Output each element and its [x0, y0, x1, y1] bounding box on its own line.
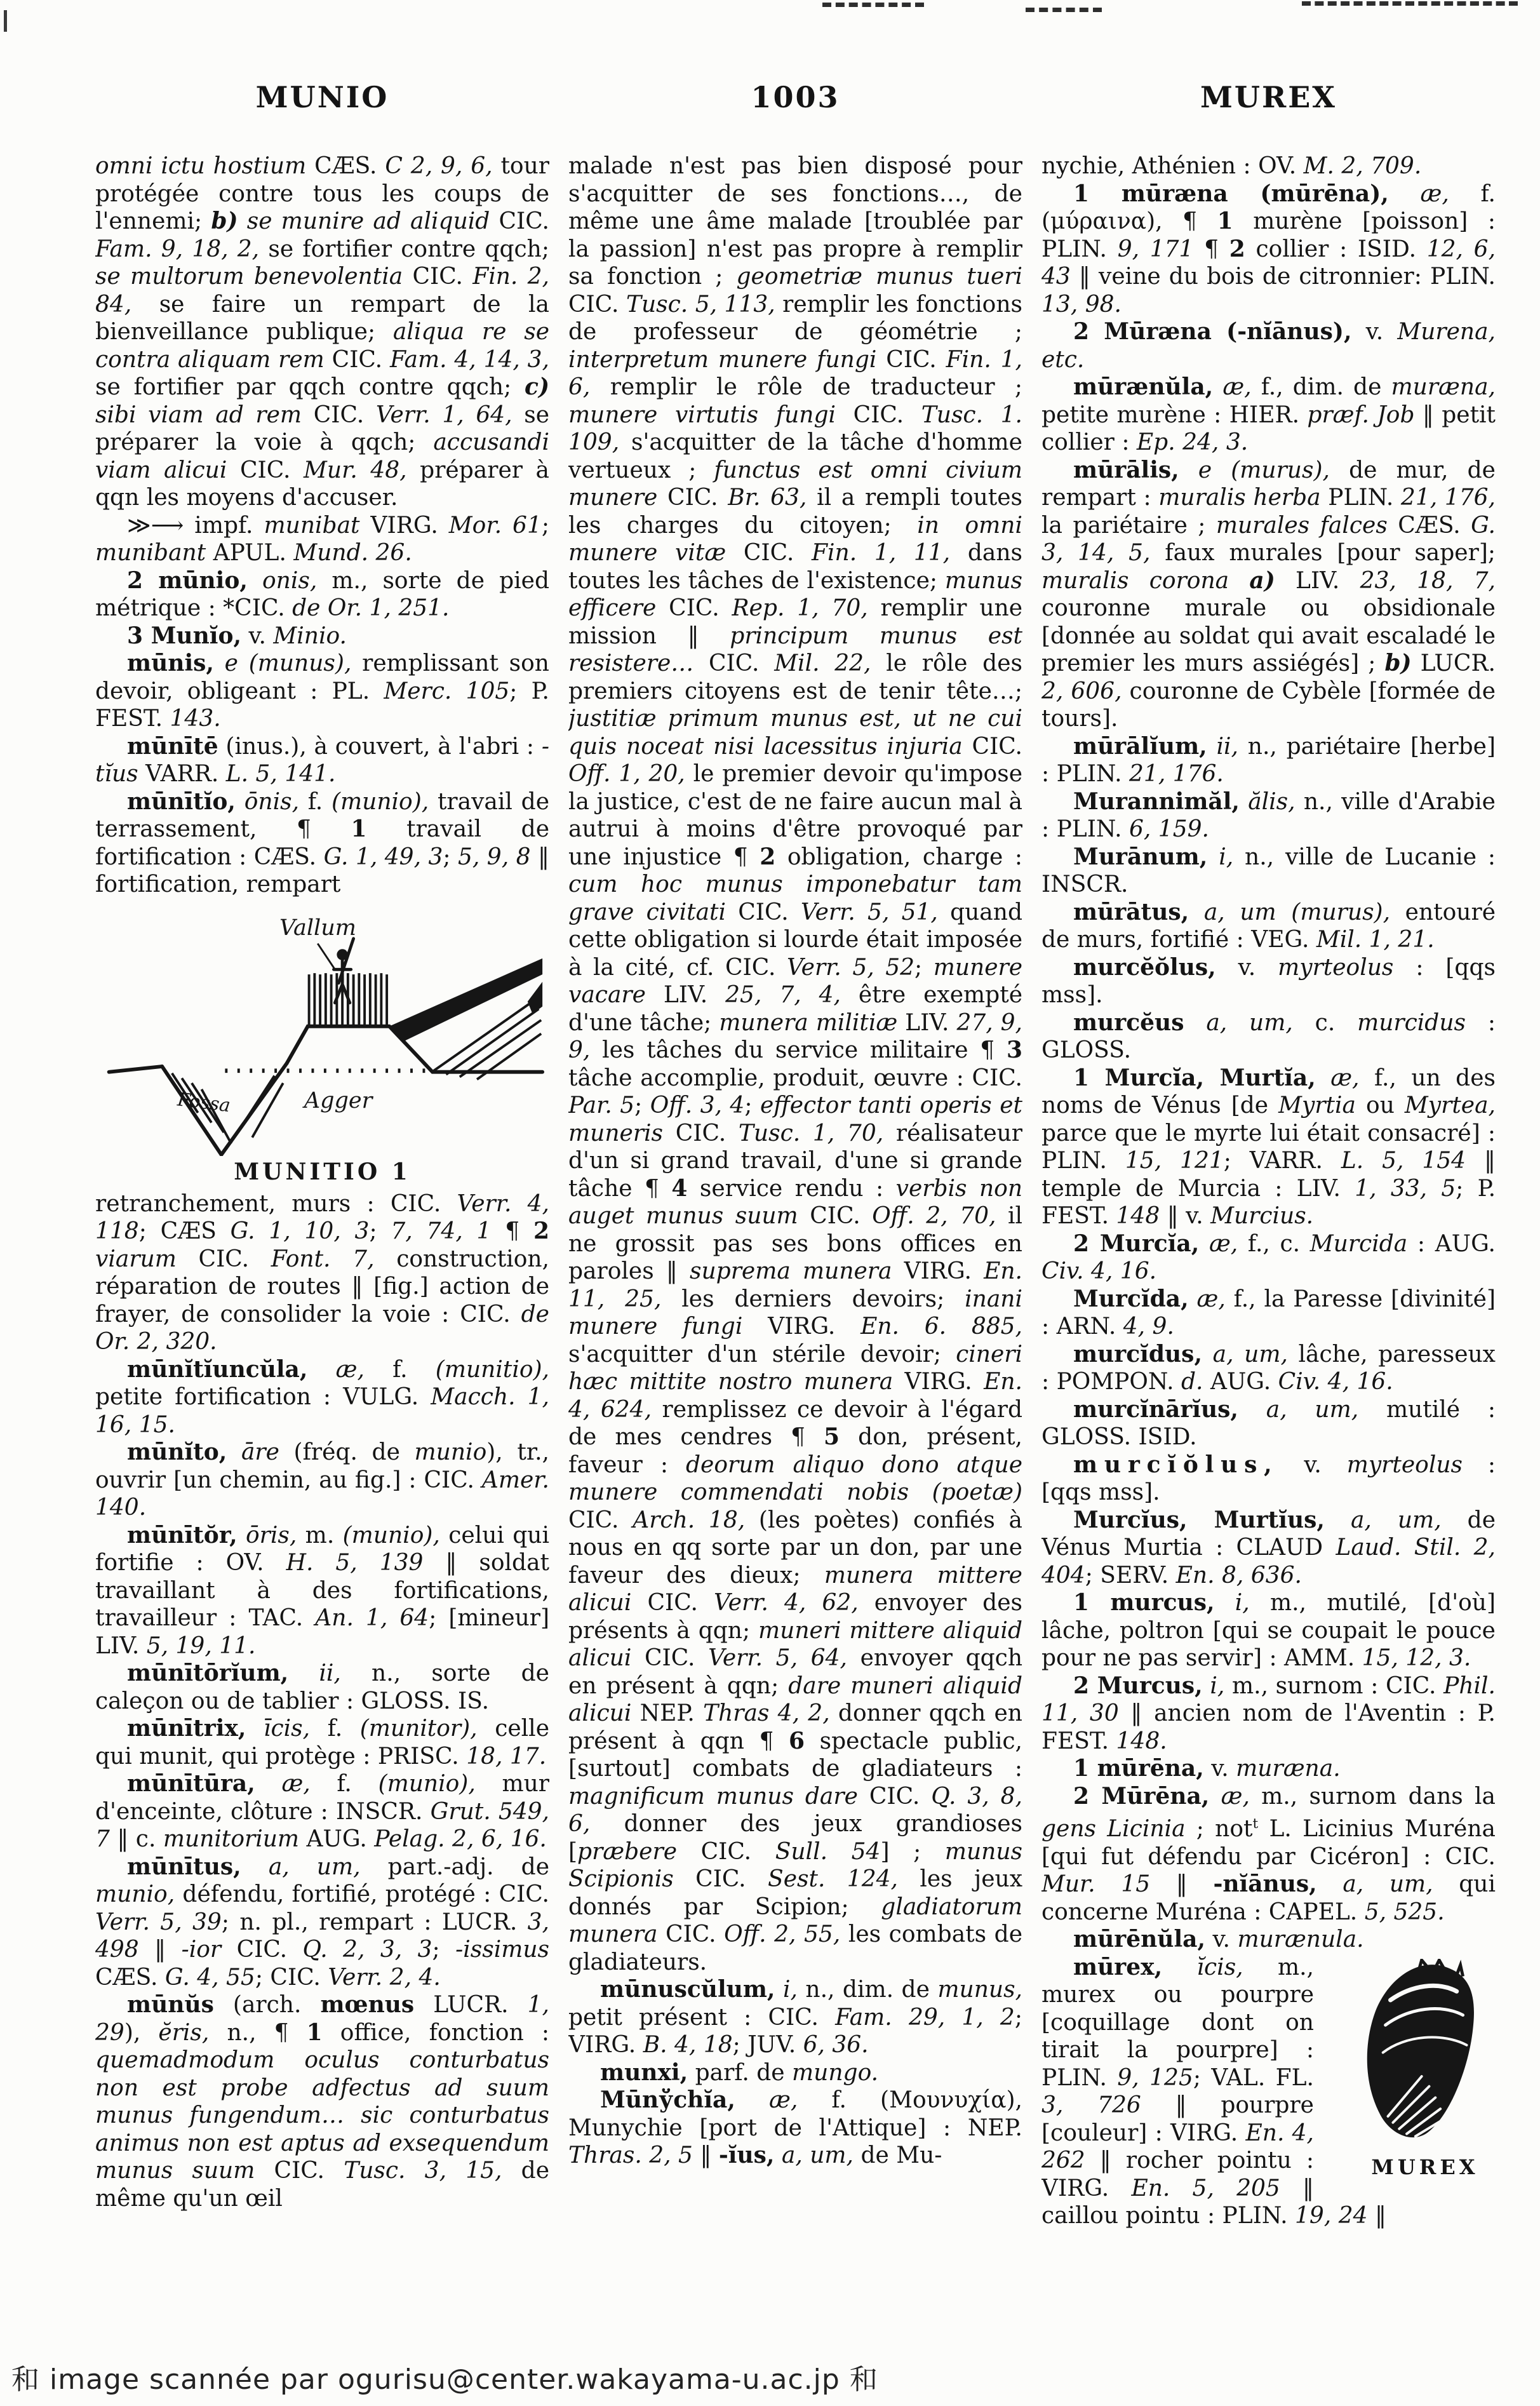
entry-paragraph: mūnītōrĭum, ii, n., sorte de caleçon ou de tablier : GLOSS. IS.	[95, 1660, 549, 1714]
entry-paragraph: 2 Murcĭa, æ, f., c. Murcida : AUG. Civ. 4, 16.	[1041, 1230, 1496, 1284]
entry-paragraph: mūnītŏr, ōris, m. (munio), celui qui fortifie : OV. H. 5, 139 ‖ soldat travaillant à des fortifications, travailleur : TAC. An. 1, 64; [mineur] LIV. 5, 19, 11.	[95, 1521, 549, 1659]
entry-paragraph: murcĭnārĭus, a, um, mutilé : GLOSS. ISID.	[1041, 1395, 1496, 1450]
column-2-paragraphs	[568, 152, 1022, 2170]
column-3	[1041, 152, 1496, 2331]
entry-paragraph: mūrātus, a, um (murus), entouré de murs, fortifié : VEG. Mil. 1, 21.	[1041, 898, 1496, 953]
entry-paragraph: munxi, parf. de mungo.	[600, 2059, 879, 2086]
fossa-label: Fossa	[176, 1087, 232, 1116]
entry-paragraph: murcĕŏlus, v. myrteolus : [qqs mss].	[1041, 953, 1496, 1008]
entry-paragraph: murcĭŏlus, v. myrteolus : [qqs mss].	[1041, 1451, 1496, 1505]
entry-paragraph: omni ictu hostium CÆS. C 2, 9, 6, tour protégée contre tous les coups de l'ennemi; b) se munire ad aliquid CIC. Fam. 9, 18, 2, se fortifier contre qqch; se multorum benevolentia CIC. Fin. 2, 84, se faire un rempart de la bienveillance publique; aliqua re se contra aliquam rem CIC. Fam. 4, 14, 3, se fortifier par qqch contre qqch; c) sibi viam ad rem CIC. Verr. 1, 64, se préparer la voie à qqch; accusandi viam alicui CIC. Mur. 48, préparer à qqn les moyens d'accuser.	[95, 153, 549, 511]
entry-murex	[1041, 1954, 1496, 2230]
page-number: 1003	[751, 80, 840, 114]
entry-paragraph: Murcĭda, æ, f., la Paresse [divinité] : ARN. 4, 9.	[1041, 1285, 1496, 1340]
column-1-top	[95, 152, 549, 899]
munitio-figure	[95, 909, 549, 1185]
murex-shell-illustration	[1328, 1959, 1490, 2153]
entry-paragraph: 1 Murcĭa, Murtĭa, æ, f., un des noms de Vénus [de Myrtia ou Myrtea, parce que le myrte lui était consacré] : PLIN. 15, 121; VARR. L. 5, 154 ‖ temple de Murcia : LIV. 1, 33, 5; P. FEST. 148 ‖ v. Murcius.	[1041, 1064, 1496, 1229]
running-head-left: MUNIO	[255, 80, 389, 114]
vallum-label: Vallum	[279, 915, 356, 941]
entry-murex-text: mūrex, ĭcis, m., murex ou pourpre [coquillage dont on tirait la pourpre] : PLIN. 9, 125; VAL. FL. 3, 726 ‖ pourpre [couleur] : VIRG. En. 4, 262 ‖ rocher pointu : VIRG. En. 5, 205 ‖ caillou pointu : PLIN. 19, 24 ‖	[1041, 1953, 1386, 2229]
entry-paragraph: Mūnўchĭa, æ, f. (Μουνυχία), Munychie [port de l'Attique] : NEP. Thras. 2, 5 ‖ -ĭus, a, um, de Mu-	[568, 2087, 1022, 2168]
rampart-cross-section-illustration	[100, 909, 545, 1156]
scan-artifact	[4, 10, 7, 32]
entry-paragraph: mūrālĭum, ii, n., pariétaire [herbe] : PLIN. 21, 176.	[1041, 732, 1496, 787]
entry-paragraph: mūnĭto, āre (fréq. de munio), tr., ouvrir [un chemin, au fig.] : CIC. Amer. 140.	[95, 1439, 549, 1521]
entry-paragraph: mūnītrix, īcis, f. (munitor), celle qui munit, qui protège : PRISC. 18, 17.	[95, 1715, 549, 1770]
entry-paragraph: 1 mūrēna, v. muræna.	[1073, 1755, 1341, 1782]
entry-paragraph: malade n'est pas bien disposé pour s'acquitter de ses fonctions…, de même une âme malade [troublée par la passion] n'est pas propre à remplir sa fonction ; geometriæ munus tueri CIC. Tusc. 5, 113, remplir les fonctions de professeur de géométrie ; interpretum munere fungi CIC. Fin. 1, 6, remplir le rôle de traducteur ; munere virtutis fungi CIC. Tusc. 1. 109, s'acquitter de la tâche d'homme vertueux ; functus est omni civium munere CIC. Br. 63, il a rempli toutes les charges du citoyen; in omni munere vitæ CIC. Fin. 1, 11, dans toutes les tâches de l'existence; munus efficere CIC. Rep. 1, 70, remplir une mission ‖ principum munus est resistere… CIC. Mil. 22, le rôle des premiers citoyens est de tenir tête…; justitiæ primum munus est, ut ne cui quis noceat nisi lacessitus injuria CIC. Off. 1, 20, le premier devoir qu'impose la justice, c'est de ne faire aucun mal à autrui à moins d'être provoqué par une injustice ¶ 2 obligation, charge : cum hoc munus imponebatur tam grave civitati CIC. Verr. 5, 51, quand cette obligation si lourde était imposée à la cité, cf. CIC. Verr. 5, 52; munere vacare LIV. 25, 7, 4, être exempté d'une tâche; munera militiæ LIV. 27, 9, 9, les tâches du service militaire ¶ 3 tâche accomplie, produit, œuvre : CIC. Par. 5; Off. 3, 4; effector tanti operis et muneris CIC. Tusc. 1, 70, réalisateur d'un si grand travail, d'une si grande tâche ¶ 4 service rendu : verbis non auget munus suum CIC. Off. 2, 70, il ne grossit pas ses bons offices en paroles ‖ suprema munera VIRG. En. 11, 25, les derniers devoirs; inani munere fungi VIRG. En. 6. 885, s'acquitter d'un stérile devoir; cineri hæc mittite nostro munera VIRG. En. 4, 624, remplissez ce devoir à l'égard de mes cendres ¶ 5 don, présent, faveur : deorum aliquo dono atque munere commendati nobis (poetæ) CIC. Arch. 18, (les poètes) confiés à nous en qq sorte par un don, par une faveur des dieux; munera mittere alicui CIC. Verr. 4, 62, envoyer des présents à qqn; muneri mittere aliquid alicui CIC. Verr. 5, 64, envoyer qqch en présent à qqn; dare muneri aliquid alicui NEP. Thras 4, 2, donner qqch en présent à qqn ¶ 6 spectacle public, [surtout] combats de gladiateurs : magnificum munus dare CIC. Q. 3, 8, 6, donner des jeux grandioses [præbere CIC. Sull. 54] ; munus Scipionis CIC. Sest. 124, les jeux donnés par Scipion; gladiatorum munera CIC. Off. 2, 55, les combats de gladiateurs.	[568, 153, 1022, 1975]
entry-paragraph: retranchement, murs : CIC. Verr. 4, 118; CÆS G. 1, 10, 3; 7, 74, 1 ¶ 2 viarum CIC. Font. 7, construction, réparation de routes ‖ [fig.] action de frayer, de consolider la voie : CIC. de Or. 2, 320.	[95, 1190, 549, 1355]
entry-paragraph: mūnītĭo, ōnis, f. (munio), travail de terrassement, ¶ 1 travail de fortification : CÆS. G. 1, 49, 3; 5, 9, 8 ‖ fortification, rempart	[95, 788, 549, 897]
column-1	[95, 152, 549, 2331]
entry-paragraph: murcĭdus, a, um, lâche, paresseux : POMPON. d. AUG. Civ. 4, 16.	[1041, 1340, 1496, 1395]
entry-paragraph: 2 mūnio, onis, m., sorte de pied métrique : *CIC. de Or. 1, 251.	[95, 567, 549, 621]
scan-artifact	[1026, 8, 1102, 12]
column-3-paragraphs	[1041, 152, 1496, 1954]
entry-paragraph: ≫⟶ impf. munibat VIRG. Mor. 61; munibant APUL. Mund. 26.	[95, 512, 549, 566]
entry-paragraph: Murānum, i, n., ville de Lucanie : INSCR.	[1041, 843, 1496, 897]
entry-paragraph: nychie, Athénien : OV. M. 2, 709.	[1041, 153, 1422, 179]
entry-paragraph: 2 Murcus, i, m., surnom : CIC. Phil. 11, 30 ‖ ancien nom de l'Aventin : P. FEST. 148.	[1041, 1672, 1496, 1754]
page-header	[95, 80, 1496, 114]
entry-paragraph: murcĕus a, um, c. murcidus : GLOSS.	[1041, 1009, 1496, 1063]
entry-paragraph: 3 Munĭo, v. Minio.	[127, 622, 347, 649]
entry-paragraph: 1 mūræna (mūrēna), æ, f. (μύραινα), ¶ 1 murène [poisson] : PLIN. 9, 171 ¶ 2 collier : ISID. 12, 6, 43 ‖ veine du bois de citronnier: PLIN. 13, 98.	[1041, 180, 1496, 318]
entry-paragraph: mūnis, e (munus), remplissant son devoir, obligeant : PL. Merc. 105; P. FEST. 143.	[95, 650, 549, 732]
scan-artifact	[1302, 1, 1518, 6]
murex-caption: MUREX	[1371, 2154, 1479, 2179]
agger-label: Agger	[304, 1087, 372, 1113]
munitio-caption: MUNITIO 1	[234, 1158, 411, 1185]
column-1-bottom	[95, 1190, 549, 2213]
entry-paragraph: mūnītūra, æ, f. (munio), mur d'enceinte, clôture : INSCR. Grut. 549, 7 ‖ c. munitorium AUG. Pelag. 2, 6, 16.	[95, 1770, 549, 1852]
dictionary-columns	[95, 152, 1496, 2331]
entry-paragraph: mūrālis, e (murus), de mur, de rempart : muralis herba PLIN. 21, 176, la pariétaire ; murales falces CÆS. G. 3, 14, 5, faux murales [pour saper]; muralis corona a) LIV. 23, 18, 7, couronne murale ou obsidionale [donnée au soldat qui avait escaladé le premier les murs assiégés] ; b) LUCR. 2, 606, couronne de Cybèle [formée de tours].	[1041, 456, 1496, 732]
entry-paragraph: mūrænŭla, æ, f., dim. de muræna, petite murène : HIER. præf. Job ‖ petit collier : Ep. 24, 3.	[1041, 373, 1496, 455]
column-2	[568, 152, 1022, 2331]
entry-paragraph: Murannimăl, ălis, n., ville d'Arabie : PLIN. 6, 159.	[1041, 788, 1496, 842]
entry-paragraph: mūnuscŭlum, i, n., dim. de munus, petit présent : CIC. Fam. 29, 1, 2; VIRG. B. 4, 18; JUV. 6, 36.	[568, 1976, 1022, 2058]
entry-paragraph: mūrēnŭla, v. murænula.	[1073, 1926, 1364, 1952]
entry-paragraph: 2 Mūrēna, æ, m., surnom dans la gens Licinia ; not$^t$ L. Licinius Muréna [qui fut défendu par Cicéron] : CIC. Mur. 15 ‖ -nĭānus, a, um, qui concerne Muréna : CAPEL. 5, 525.	[1041, 1782, 1496, 1925]
scan-credit: 和 image scannée par ogurisu@center.wakayama-u.ac.jp 和	[11, 2363, 878, 2396]
entry-paragraph: mūnītē (inus.), à couvert, à l'abri : -tĭus VARR. L. 5, 141.	[95, 732, 549, 787]
entry-paragraph: Murcĭus, Murtĭus, a, um, de Vénus Murtia : CLAUD Laud. Stil. 2, 404; SERV. En. 8, 636.	[1041, 1506, 1496, 1589]
running-head-right: MUREX	[1200, 80, 1337, 114]
entry-paragraph: 2 Mūræna (-nĭānus), v. Murena, etc.	[1041, 318, 1496, 373]
entry-paragraph: mūnĭtĭuncŭla, æ, f. (munitio), petite fortification : VULG. Macch. 1, 16, 15.	[95, 1355, 549, 1438]
entry-paragraph: mūnītus, a, um, part.-adj. de munio, défendu, fortifié, protégé : CIC. Verr. 5, 39; n. pl., rempart : LUCR. 3, 498 ‖ -ior CIC. Q. 2, 3, 3; -issimus CÆS. G. 4, 55; CIC. Verr. 2, 4.	[95, 1853, 549, 1991]
murex-figure	[1323, 1959, 1496, 2182]
scan-artifact	[822, 3, 924, 7]
entry-paragraph: 1 murcus, i, m., mutilé, [d'où] lâche, poltron [qui se coupait le pouce pour ne pas servir] : AMM. 15, 12, 3.	[1041, 1589, 1496, 1671]
entry-paragraph: mūnŭs (arch. mœnus LUCR. 1, 29), ĕris, n., ¶ 1 office, fonction : quemadmodum oculus conturbatus non est probe adfectus ad suum munus fungendum… sic conturbatus animus non est aptus ad exsequendum munus suum CIC. Tusc. 3, 15, de même qu'un œil	[95, 1991, 549, 2212]
